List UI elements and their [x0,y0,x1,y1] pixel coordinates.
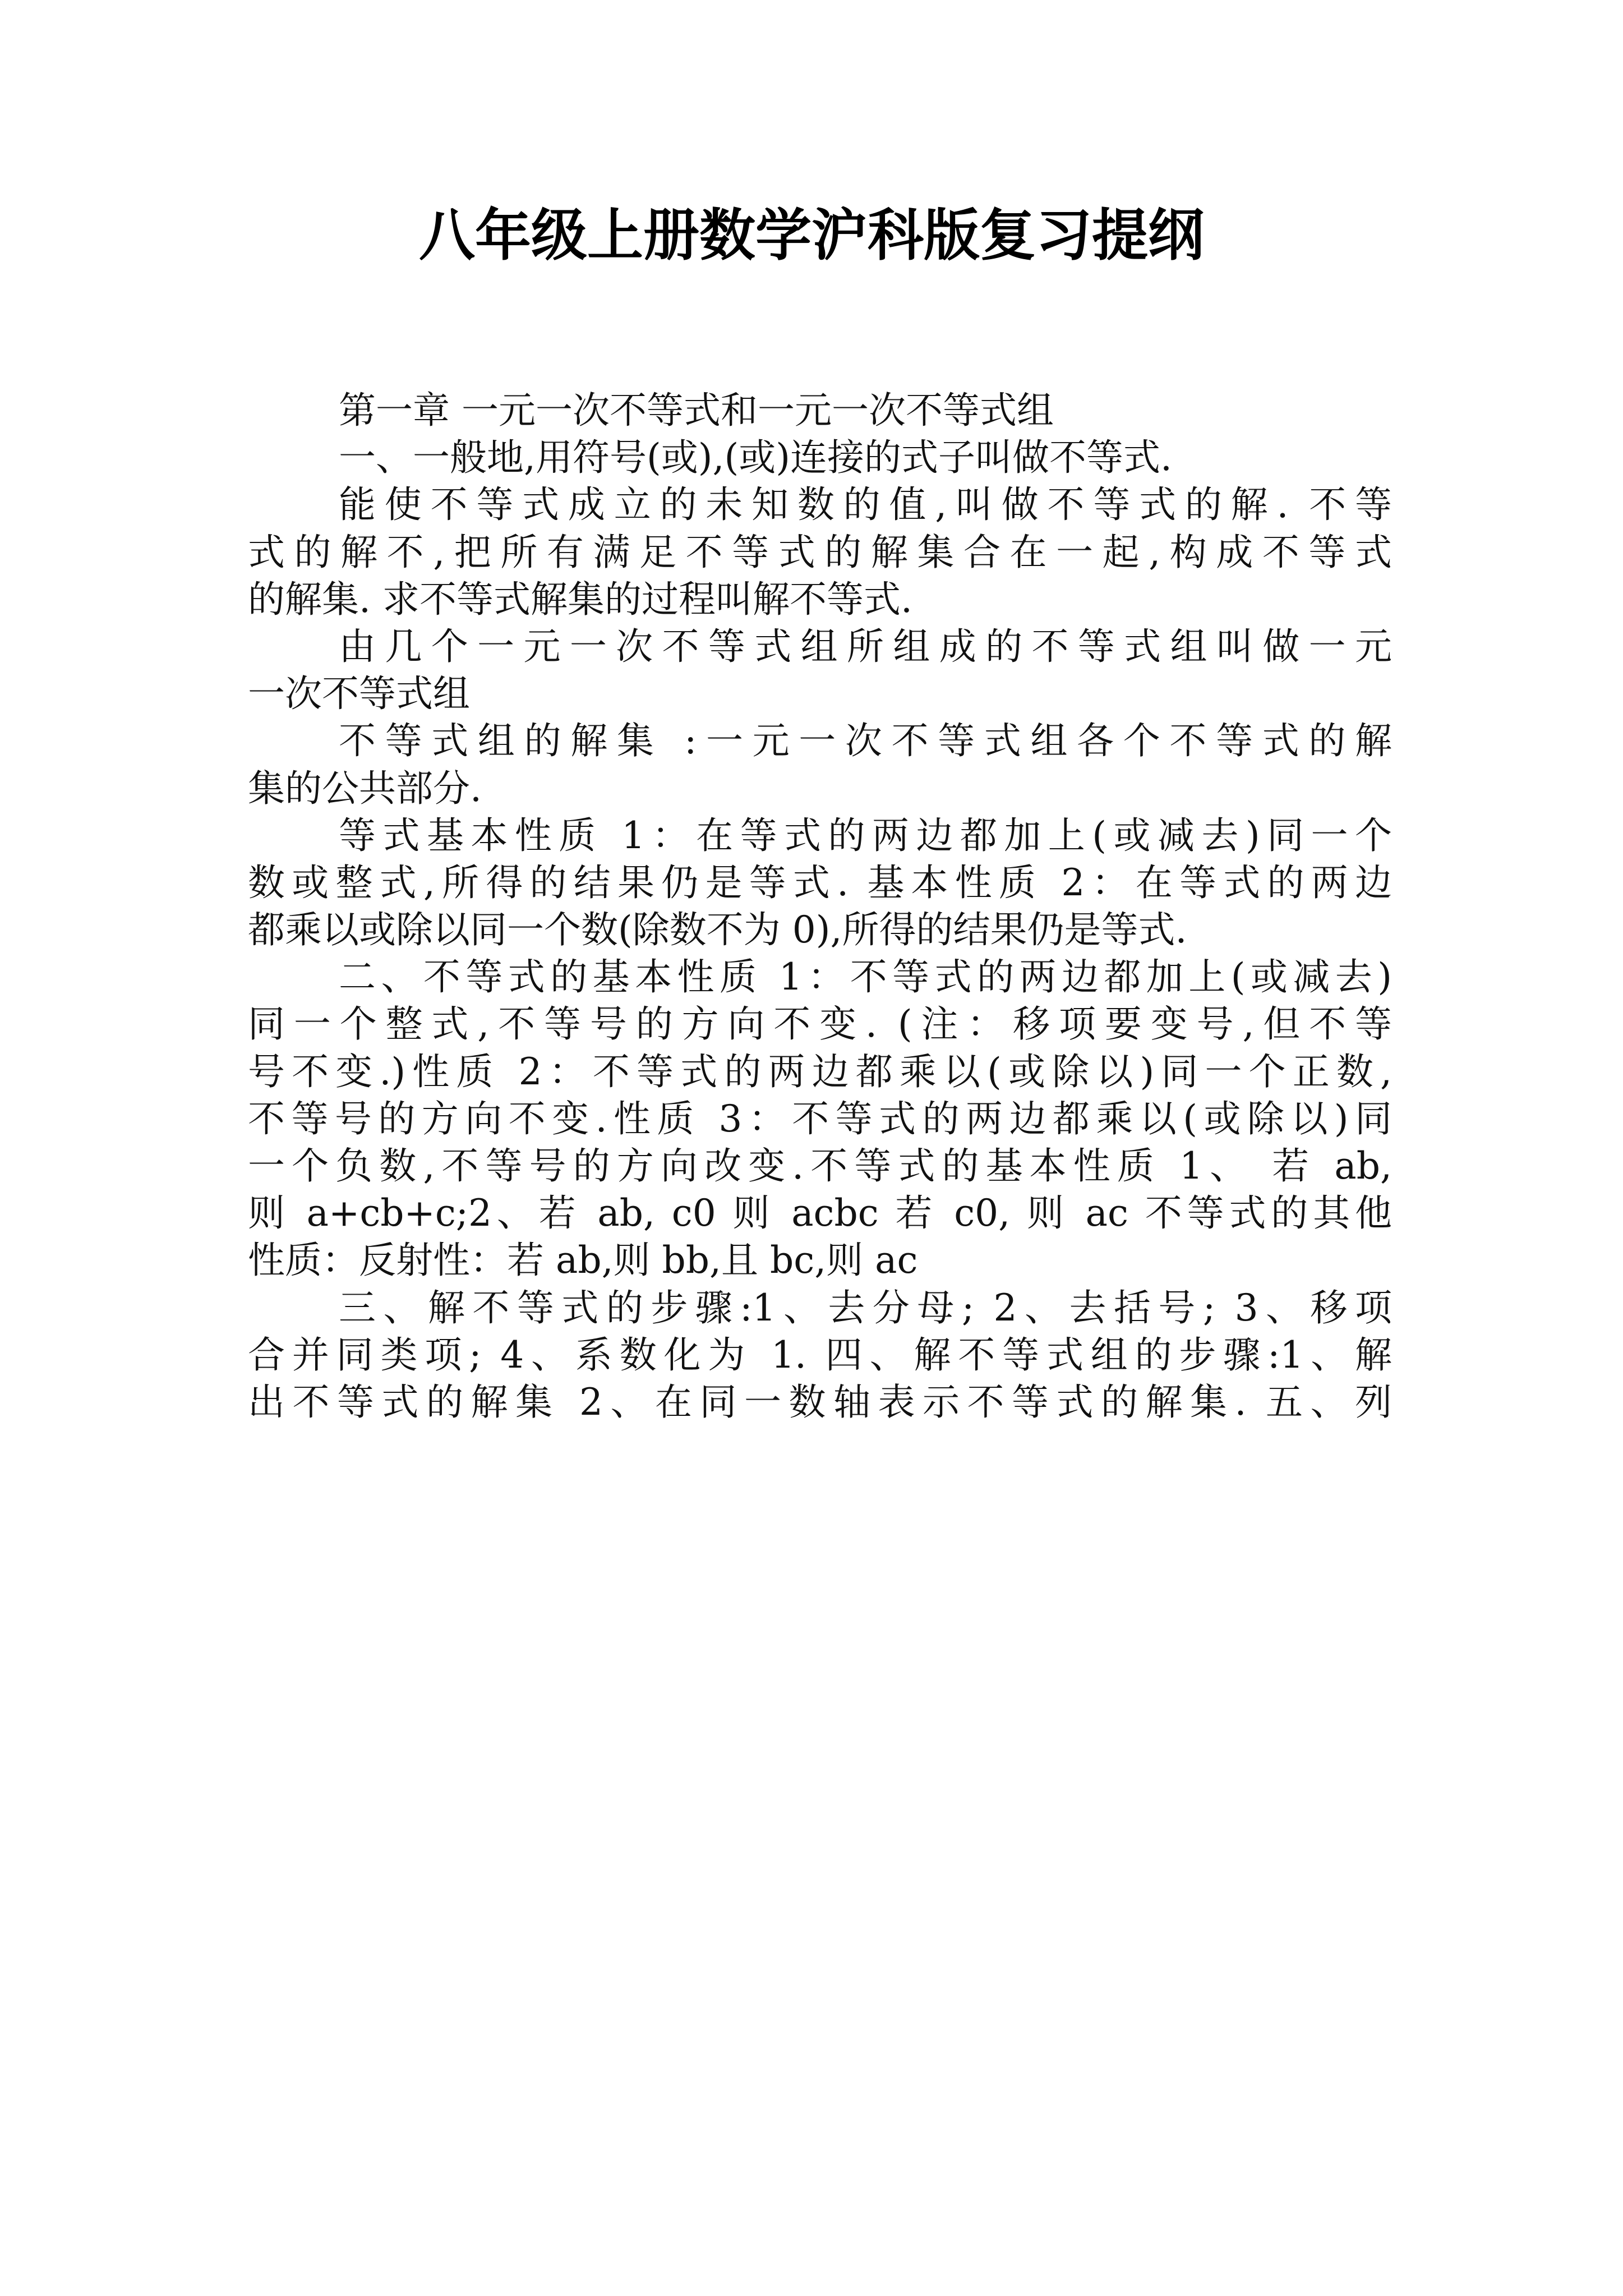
document-title: 八年级上册数学沪科版复习提纲 [419,203,1204,268]
paragraph-line: 性质：反射性：若 ab,则 bb,且 bc,则 ac [248,1239,918,1282]
paragraph-line: 三、解不等式的步骤:1、去分母; 2、去括号; 3、移项 [339,1286,1392,1329]
paragraph-line: 同一个整式,不等号的方向不变. (注：移项要变号,但不等 [248,1002,1392,1046]
paragraph-line: 能使不等式成立的未知数的值,叫做不等式的解. 不等 [339,483,1392,527]
paragraph-line: 一个负数,不等号的方向改变.不等式的基本性质 1、 若 ab, [248,1144,1392,1188]
paragraph-line: 不等式组的解集 :一元一次不等式组各个不等式的解 [339,719,1392,763]
paragraph-line: 不等号的方向不变.性质 3：不等式的两边都乘以(或除以)同 [248,1097,1392,1140]
paragraph-line: 式的解不,把所有满足不等式的解集合在一起,构成不等式 [248,530,1392,574]
paragraph-line: 的解集. 求不等式解集的过程叫解不等式. [248,577,912,621]
paragraph-line: 等式基本性质 1：在等式的两边都加上(或减去)同一个 [339,813,1392,857]
paragraph-line: 一、一般地,用符号(或),(或)连接的式子叫做不等式. [339,436,1172,480]
paragraph-line: 由几个一元一次不等式组所组成的不等式组叫做一元 [339,624,1392,668]
paragraph-line: 集的公共部分. [248,766,482,810]
paragraph-line: 则 a+cb+c;2、若 ab, c0 则 acbc 若 c0, 则 ac 不等式的其他 [248,1191,1392,1235]
paragraph-line: 号不变.)性质 2：不等式的两边都乘以(或除以)同一个正数, [248,1050,1392,1093]
chapter-heading: 第一章 一元一次不等式和一元一次不等式组 [339,389,1054,432]
paragraph-line: 都乘以或除以同一个数(除数不为 0),所得的结果仍是等式. [248,908,1187,952]
paragraph-line: 合并同类项; 4、系数化为 1. 四、解不等式组的步骤:1、解 [248,1333,1392,1377]
document-body [248,387,1392,1426]
paragraph-line: 出不等式的解集 2、在同一数轴表示不等式的解集. 五、列 [248,1380,1392,1424]
paragraph-line: 一次不等式组 [248,672,470,716]
paragraph-line: 二、不等式的基本性质 1：不等式的两边都加上(或减去) [339,955,1392,999]
paragraph-line: 数或整式,所得的结果仍是等式. 基本性质 2：在等式的两边 [248,861,1392,904]
